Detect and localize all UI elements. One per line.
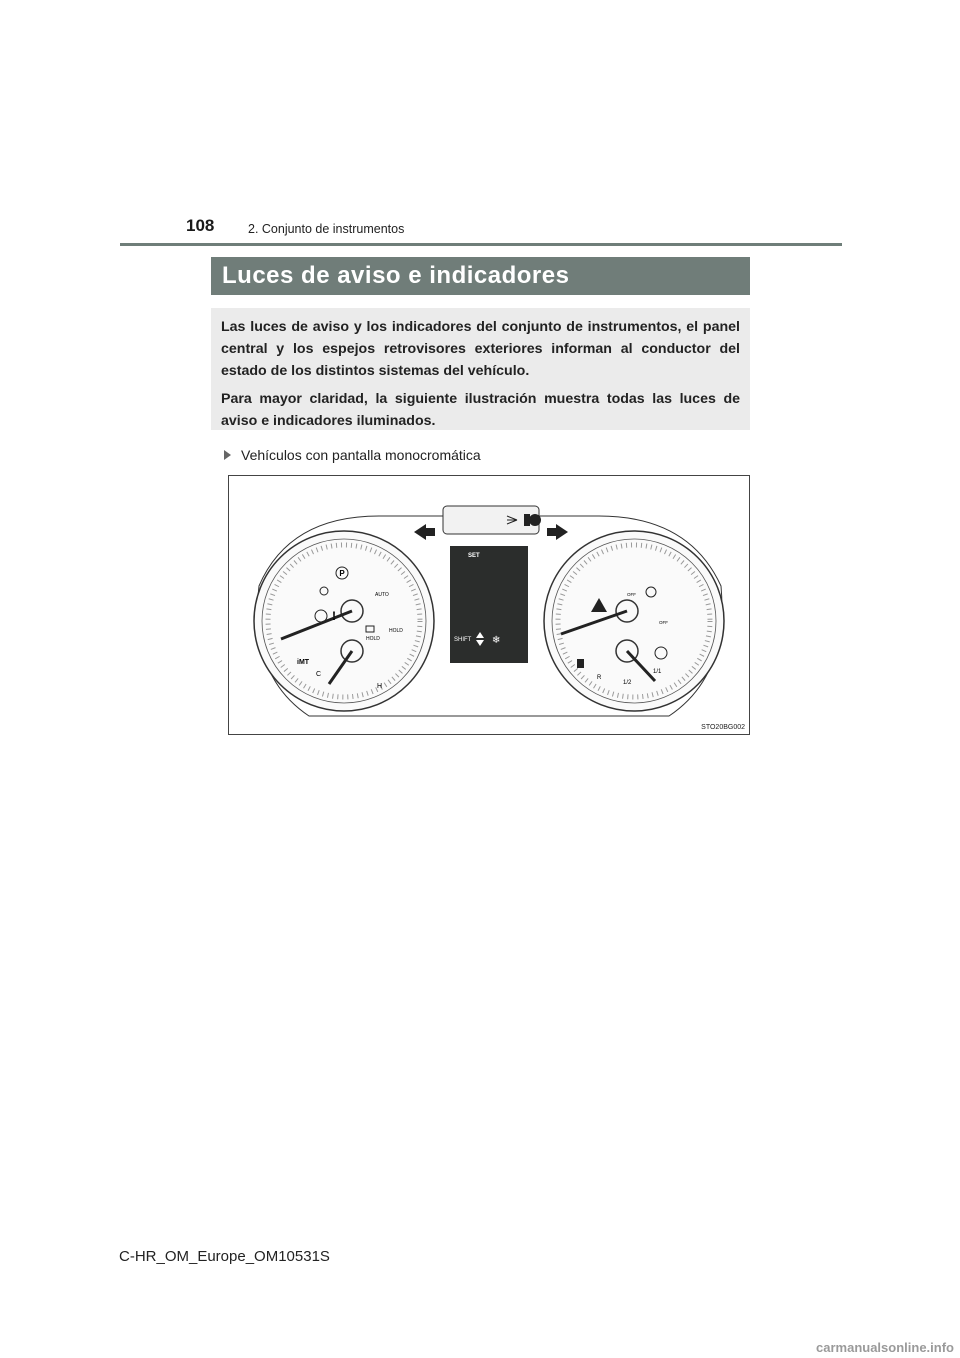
hold-label-2: HOLD <box>389 628 403 634</box>
parking-brake-label: P <box>339 569 345 578</box>
bullet-item <box>224 447 481 463</box>
snowflake-icon: ❄ <box>492 635 501 646</box>
figure-code: STO20BG002 <box>701 724 745 731</box>
fuel-pump-icon <box>577 659 584 668</box>
high-beam-icon <box>524 514 541 526</box>
page-number: 108 <box>186 216 215 235</box>
reserve-label: R <box>597 675 602 681</box>
intro-box <box>211 308 750 430</box>
brake-warning-mark: ! <box>332 609 336 623</box>
off-label-2: OFF <box>659 620 668 625</box>
hot-label: H <box>377 683 383 690</box>
off-label-1: OFF <box>627 592 636 597</box>
bullet-text: Vehículos con pantalla monocromática <box>241 447 481 463</box>
instrument-cluster-figure <box>228 475 750 735</box>
watermark: carmanualsonline.info <box>816 1340 954 1355</box>
turn-right-arrow-icon <box>547 524 568 540</box>
intro-paragraph-1: Las luces de aviso y los indicadores del conjunto de instrumentos, el panel central y los espejos retrovisores exteriores informan al conductor del estado de los distintos sistemas del vehículo. <box>221 319 740 379</box>
left-gauge-bezel <box>254 531 434 711</box>
triangle-bullet-icon <box>224 450 231 460</box>
intro-paragraph-2: Para mayor claridad, la siguiente ilustración muestra todas las luces de aviso e indicadores iluminados. <box>221 391 740 429</box>
shift-label: SHIFT <box>454 637 472 643</box>
auto-high-beam-label: AUTO <box>375 592 389 598</box>
half-tank-label: 1/2 <box>623 680 632 686</box>
instrument-cluster-illustration <box>229 476 751 736</box>
multi-info-display <box>450 546 528 663</box>
footer-doc-id: C-HR_OM_Europe_OM10531S <box>119 1248 330 1265</box>
imt-label: iMT <box>297 659 310 666</box>
header-rule <box>120 243 842 246</box>
right-gauge-bezel <box>544 531 724 711</box>
full-tank-label: 1/1 <box>653 669 662 675</box>
cruise-set-label: SET <box>468 553 480 559</box>
turn-left-arrow-icon <box>414 524 435 540</box>
hold-label-1: HOLD <box>366 636 380 642</box>
page-title: Luces de aviso e indicadores <box>211 257 750 295</box>
cold-label: C <box>316 671 322 678</box>
section-title: 2. Conjunto de instrumentos <box>248 222 405 236</box>
